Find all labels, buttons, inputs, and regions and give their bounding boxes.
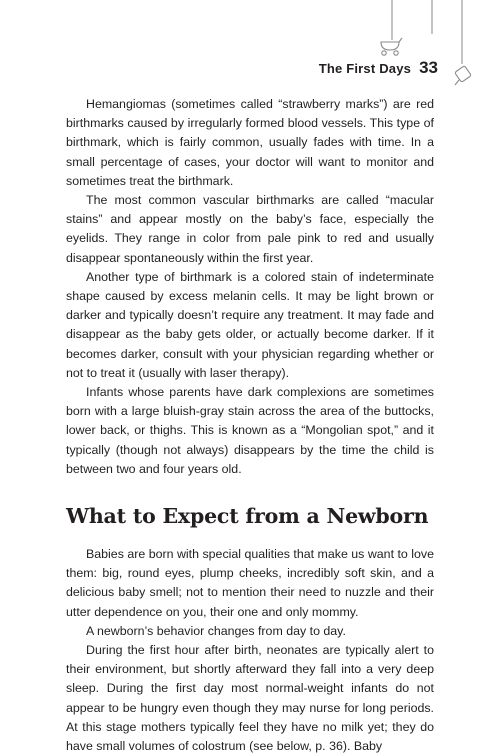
stroller-icon [381, 38, 402, 55]
paragraph-behavior-changes: A newborn’s behavior changes from day to day. [86, 623, 346, 638]
page-body [66, 95, 434, 756]
paragraph-first-hour: During the first hour after birth, neonates are typically alert to their environment, but shortly afterward they fall into a very deep sleep. During the first day most normal-weight infants do not appear to be hungry even though they may nurse for long periods. At this stage mothers typically feel they have no milk yet; they do have small volumes of colostrum (see below, p. 36). Baby [66, 643, 434, 754]
baby-mobile-decoration [0, 0, 500, 110]
rattle-icon [455, 66, 472, 85]
running-head-title: The First Days [318, 61, 412, 76]
section-heading: What to Expect from a Newborn [66, 504, 429, 529]
paragraph-hemangiomas: Hemangiomas (sometimes called “strawberry marks”) are red birthmarks caused by irregularly formed blood vessels. This type of birthmark, which is fairly common, usually fades with time. In a small percentage of cases, your doctor will want to monitor and sometimes treat the birthmark. [66, 97, 434, 188]
paragraph-melanin-stain: Another type of birthmark is a colored stain of indeterminate shape caused by excess melanin cells. It may be light brown or darker and typically doesn’t require any treatment. It may fade and disappear as the baby gets older, or actually become darker. If it becomes darker, consult with your physician regarding whether or not to treat it (usually with laser therapy). [66, 269, 434, 380]
paragraph-macular-stains: The most common vascular birthmarks are called “macular stains” and appear mostly on the baby’s face, especially the eyelids. They range in color from pale pink to red and usually disappear spontaneously within the first year. [66, 193, 434, 265]
paragraph-mongolian-spot: Infants whose parents have dark complexions are sometimes born with a large bluish-gray stain across the area of the buttocks, lower back, or thighs. This is known as a “Mongolian spot,” and it typically (though not always) disappears by the time the child is between two and four years old. [66, 385, 434, 476]
running-head [319, 58, 438, 78]
paragraph-newborn-qualities: Babies are born with special qualities that make us want to love them: big, round eyes, plump cheeks, incredibly soft skin, and a delicious baby smell; not to mention their need to nuzzle and their utter dependence on you, their one and only mommy. [66, 547, 434, 619]
page-number: 33 [419, 58, 438, 77]
